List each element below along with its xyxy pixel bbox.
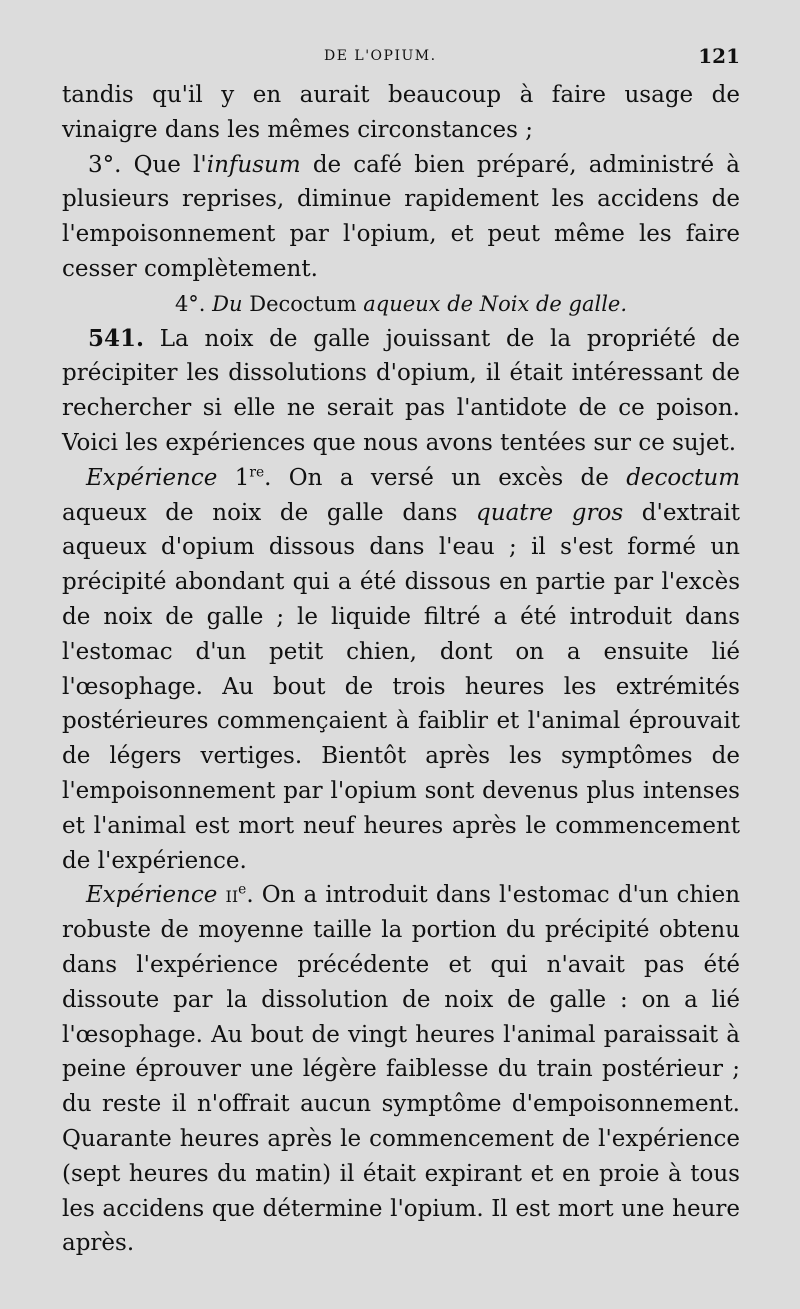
heading-du: Du xyxy=(212,291,243,316)
experience-2-number: ii xyxy=(225,882,239,909)
paragraph-text: tandis qu'il y en aurait beaucoup à faire usage de vinaigre dans les mêmes circonstances ; xyxy=(62,82,740,143)
heading-decoctum: Decoctum xyxy=(249,291,357,316)
experience-1-text-b: aqueux de noix de galle dans xyxy=(62,499,477,526)
section-heading xyxy=(62,287,740,322)
experience-2 xyxy=(62,878,740,1261)
paragraph-541-text: La noix de galle jouissant de la propriété de précipiter les dissolutions d'opium, il était intéressant de rechercher si elle ne serait pas l'antidote de ce poison. Voici les expériences que nous avons tentées sur ce sujet. xyxy=(62,325,740,456)
point-3-text: de café bien préparé, administré à plusieurs reprises, diminue rapidement les accidens de l'empoisonnement par l'opium, et peut même les faire cesser complètement. xyxy=(62,151,740,282)
experience-1-sup: re xyxy=(249,464,265,481)
experience-2-label: Expérience xyxy=(86,882,218,909)
infusum-term: infusum xyxy=(206,151,301,178)
heading-number: 4°. xyxy=(174,291,206,316)
heading-rest: aqueux de Noix de galle. xyxy=(363,291,628,316)
running-head: DE L'OPIUM. xyxy=(324,48,437,64)
experience-1 xyxy=(62,461,740,879)
experience-1-number: 1 xyxy=(234,464,250,491)
body-text xyxy=(62,78,740,1261)
paragraph-541 xyxy=(62,322,740,461)
experience-1-text-a: . On a versé un excès de xyxy=(264,464,627,491)
experience-1-label: Expérience xyxy=(86,464,218,491)
paragraph-continuation xyxy=(62,78,740,148)
page-number: 121 xyxy=(698,44,740,68)
paragraph-number: 541. xyxy=(88,324,145,352)
experience-2-text: . On a introduit dans l'estomac d'un chien robuste de moyenne taille la portion du précipité obtenu dans l'expérience précédente et qui n'avait pas été dissoute par la dissolution de noix de galle : on a lié l'œsophage. Au bout de vingt heures l'animal paraissait à peine éprouver une légère faiblesse du train postérieur ; du reste il n'offrait aucun symptôme d'empoisonnement. Quarante heures après le commencement de l'expérience (sept heures du matin) il était expirant et en proie à tous les accidens que détermine l'opium. Il est mort une heure après. xyxy=(62,882,741,1257)
quatre-gros-term: quatre gros xyxy=(476,499,624,526)
point-3-prefix: 3°. Que l' xyxy=(88,151,207,178)
experience-2-sup: e xyxy=(238,881,247,898)
paragraph-point-3 xyxy=(62,148,740,287)
decoctum-term: decoctum xyxy=(626,464,740,491)
experience-1-text-c: d'extrait aqueux d'opium dissous dans l'eau ; il s'est formé un précipité abondant qui a été dissous en partie par l'excès de noix de galle ; le liquide filtré a été introduit dans l'estomac d'un petit chien, dont on a ensuite lié l'œsophage. Au bout de trois heures les extrémités postérieures commençaient à faiblir et l'animal éprouvait de légers vertiges. Bientôt après les symptômes de l'empoisonnement par l'opium sont devenus plus intenses et l'animal est mort neuf heures après le commencement de l'expérience. xyxy=(62,499,740,874)
page-header xyxy=(62,46,740,78)
